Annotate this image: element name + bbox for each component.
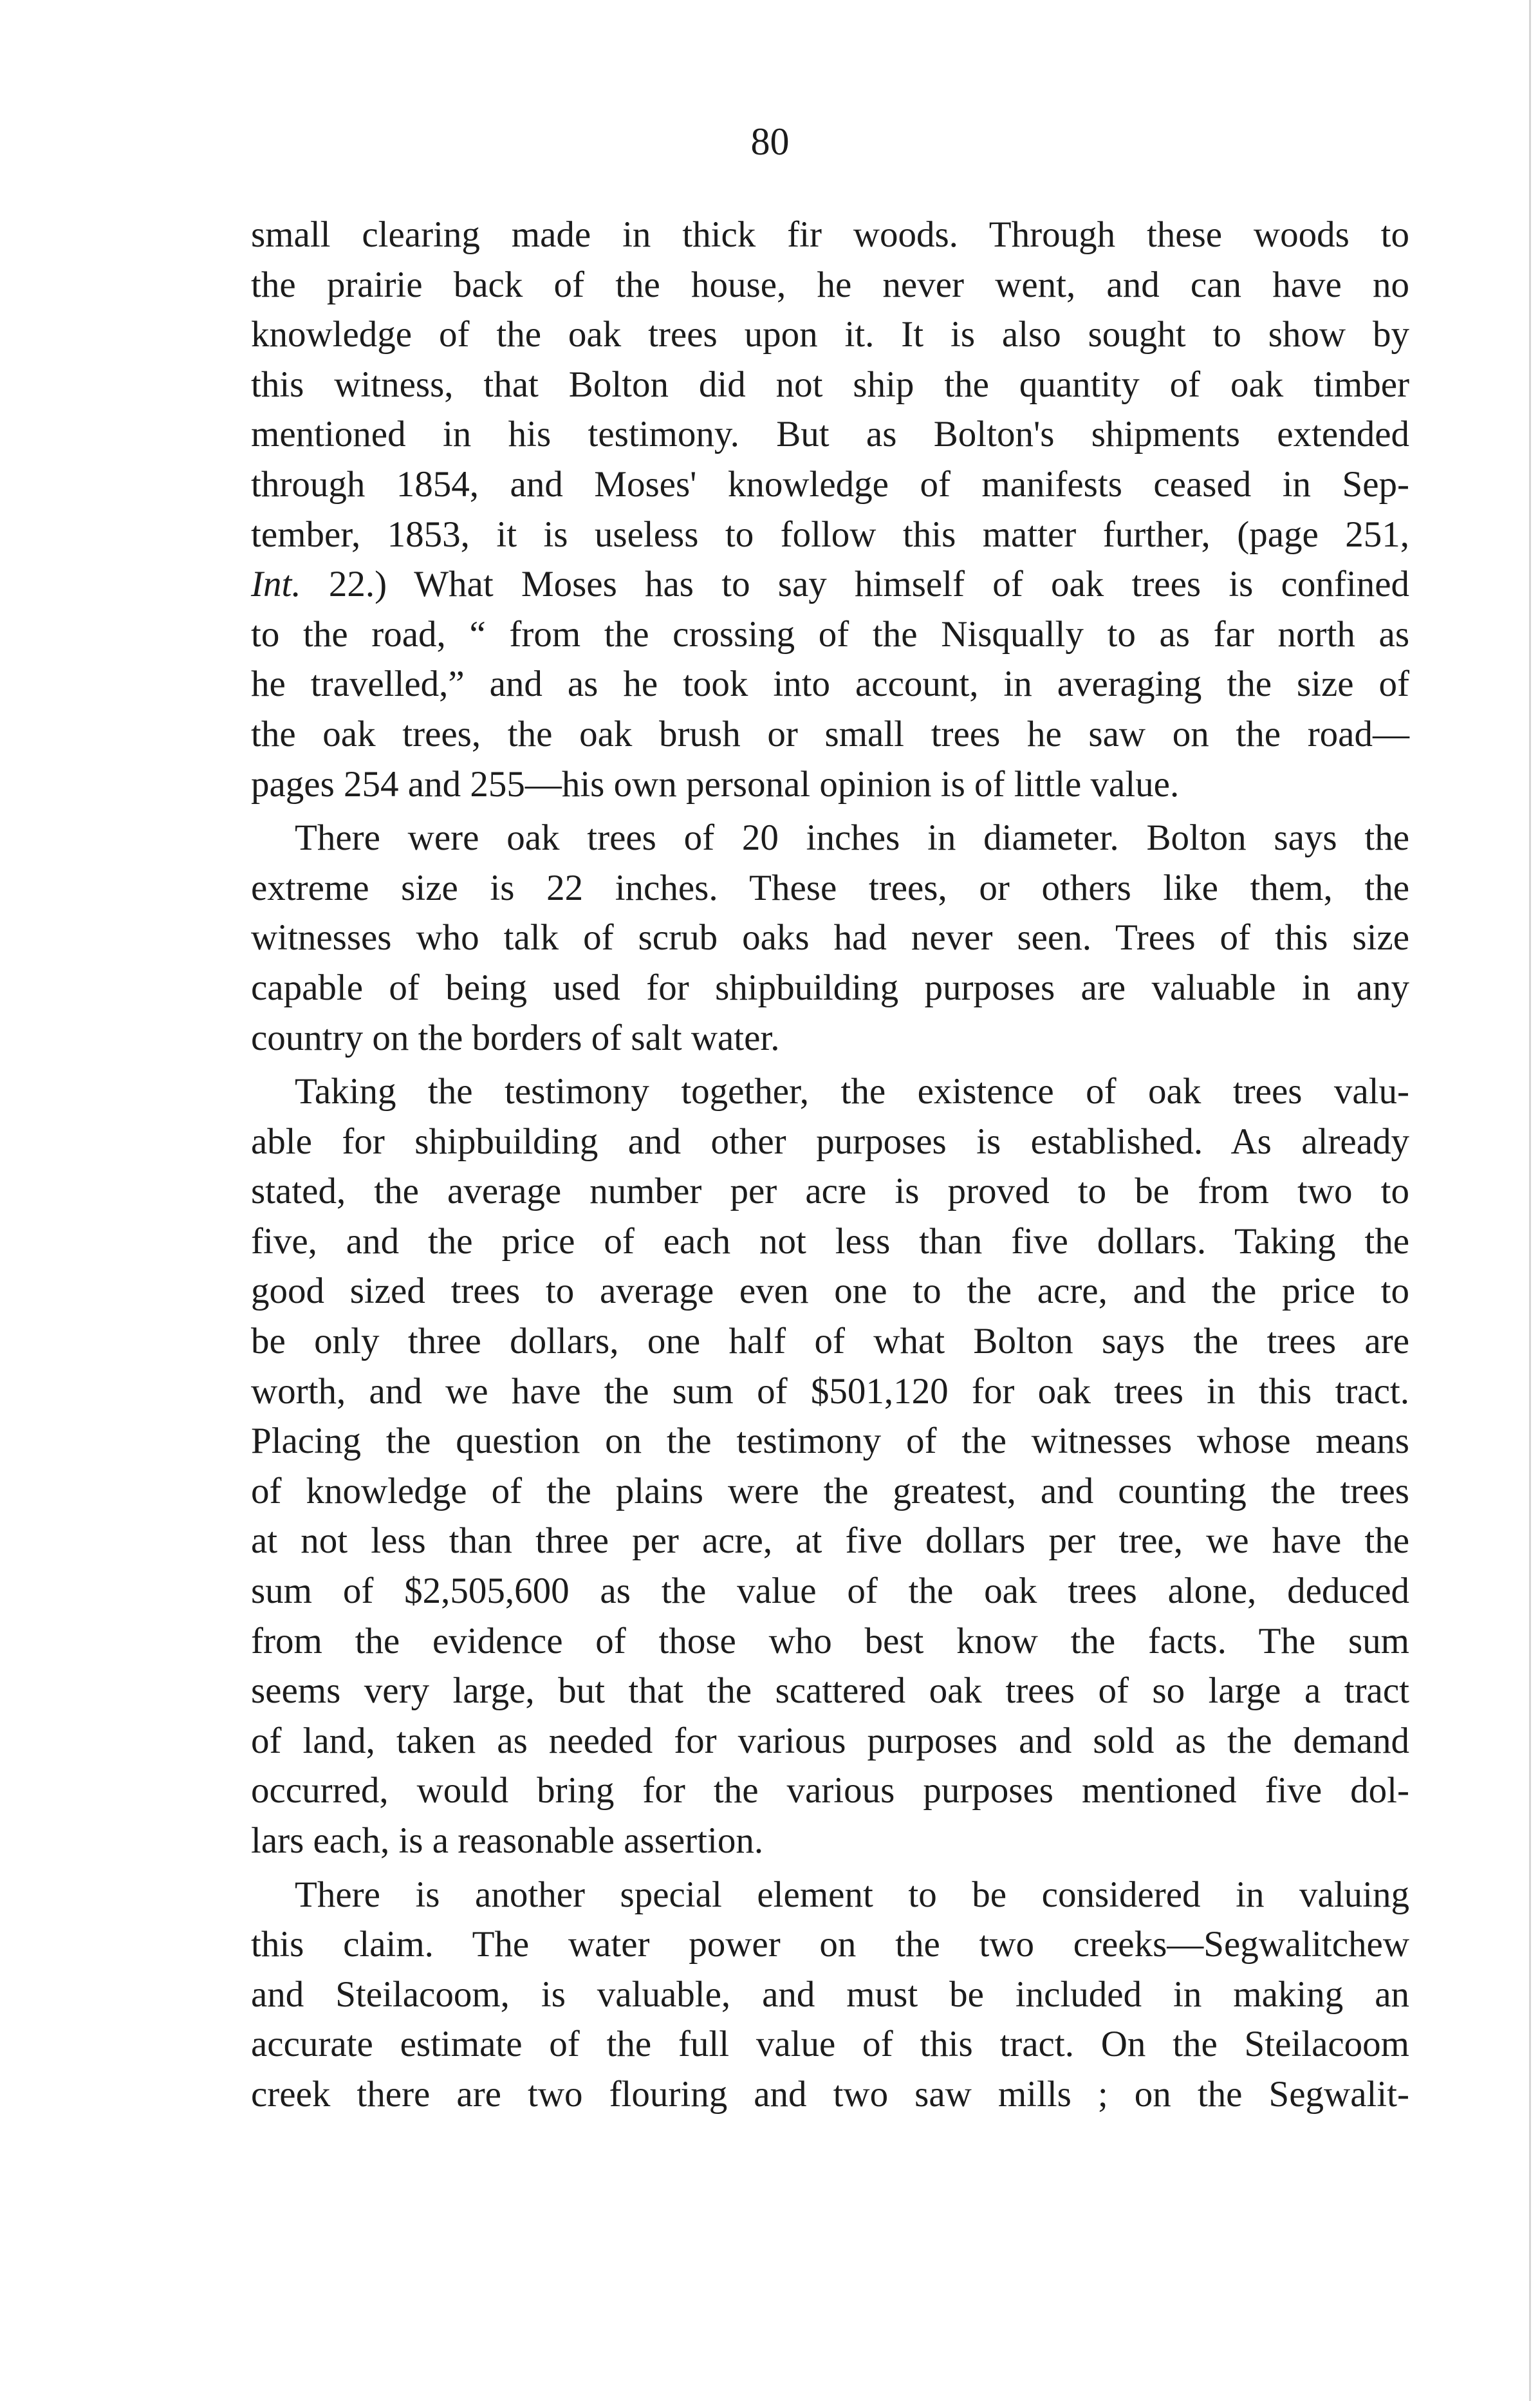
text-line: through 1854, and Moses' knowledge of manifests ceased in Sep- bbox=[251, 463, 1409, 505]
text-line: the oak trees, the oak brush or small trees he saw on the road— bbox=[251, 713, 1409, 754]
paragraph-start-line: There is another special element to be considered in valuing bbox=[295, 1874, 1409, 1915]
text-line: be only three dollars, one half of what Bolton says the trees are bbox=[251, 1321, 1409, 1362]
text-line: to the road, “ from the crossing of the Nisqually to as far north as bbox=[251, 613, 1409, 655]
text-line: witnesses who talk of scrub oaks had never seen. Trees of this size bbox=[251, 917, 1409, 958]
text-line: sum of $2,505,600 as the value of the oak trees alone, deduced bbox=[251, 1571, 1409, 1612]
text-line: capable of being used for shipbuilding purposes are valuable in any bbox=[251, 967, 1409, 1008]
text-line: stated, the average number per acre is proved to be from two to bbox=[251, 1171, 1409, 1212]
text-line: pages 254 and 255—his own personal opinion is of little value. bbox=[251, 763, 1180, 805]
paragraph-start-line: Taking the testimony together, the existence of oak trees valu- bbox=[295, 1071, 1409, 1112]
text-line: country on the borders of salt water. bbox=[251, 1017, 780, 1058]
text-line: seems very large, but that the scattered oak trees of so large a tract bbox=[251, 1670, 1409, 1712]
text-line: mentioned in his testimony. But as Bolton's shipments extended bbox=[251, 414, 1409, 455]
text-line: occurred, would bring for the various purposes mentioned five dol- bbox=[251, 1770, 1409, 1811]
page-edge-rule bbox=[1529, 0, 1531, 2401]
text-line: small clearing made in thick fir woods. Through these woods to bbox=[251, 214, 1409, 255]
text-line bbox=[251, 559, 1409, 610]
text-line: the prairie back of the house, he never went, and can have no bbox=[251, 264, 1409, 305]
italic-abbreviation: Int. bbox=[251, 564, 301, 605]
text-line: lars each, is a reasonable assertion. bbox=[251, 1820, 764, 1861]
text-line-rest: 22.) What Moses has to say himself of oak trees is confined bbox=[301, 564, 1409, 605]
text-line: knowledge of the oak trees upon it. It is also sought to show by bbox=[251, 314, 1409, 355]
text-line: of knowledge of the plains were the greatest, and counting the trees bbox=[251, 1470, 1409, 1511]
body-text bbox=[251, 210, 1409, 2120]
paragraph-start-line: There were oak trees of 20 inches in diameter. Bolton says the bbox=[295, 817, 1409, 859]
text-line: from the evidence of those who best know the facts. The sum bbox=[251, 1620, 1409, 1661]
text-line: creek there are two flouring and two saw mills ; on the Segwalit- bbox=[251, 2073, 1409, 2115]
text-line: this claim. The water power on the two creeks—Segwalitchew bbox=[251, 1924, 1409, 1965]
text-line: of land, taken as needed for various purposes and sold as the demand bbox=[251, 1720, 1409, 1761]
text-line: able for shipbuilding and other purposes is established. As already bbox=[251, 1121, 1409, 1162]
text-line: accurate estimate of the full value of this tract. On the Steilacoom bbox=[251, 2024, 1409, 2065]
text-line: at not less than three per acre, at five dollars per tree, we have the bbox=[251, 1520, 1409, 1562]
text-line: good sized trees to average even one to the acre, and the price to bbox=[251, 1271, 1409, 1312]
text-line: five, and the price of each not less than five dollars. Taking the bbox=[251, 1220, 1409, 1262]
text-line: extreme size is 22 inches. These trees, or others like them, the bbox=[251, 867, 1409, 908]
text-line: this witness, that Bolton did not ship the quantity of oak timber bbox=[251, 364, 1409, 405]
text-line: worth, and we have the sum of $501,120 for oak trees in this tract. bbox=[251, 1370, 1409, 1412]
text-line: tember, 1853, it is useless to follow this matter further, (page 251, bbox=[251, 514, 1409, 555]
text-line: he travelled,” and as he took into account, in averaging the size of bbox=[251, 664, 1409, 705]
text-line: Placing the question on the testimony of the witnesses whose means bbox=[251, 1421, 1409, 1462]
page-number: 80 bbox=[750, 120, 790, 163]
text-line: and Steilacoom, is valuable, and must be included in making an bbox=[251, 1974, 1409, 2015]
